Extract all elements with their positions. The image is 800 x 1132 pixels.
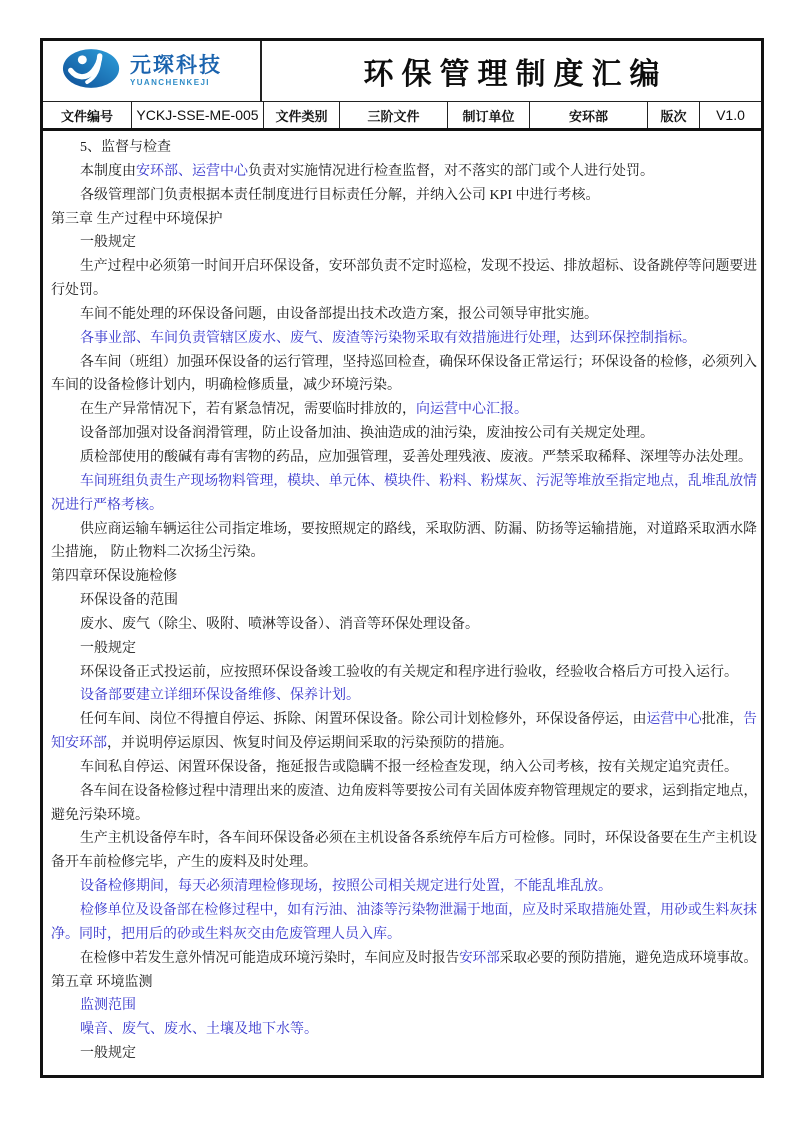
document-frame xyxy=(40,38,764,1078)
text-segment: 告 xyxy=(743,712,757,728)
version-value: V1.0 xyxy=(716,107,745,123)
text-segment: 安环部 xyxy=(459,950,500,966)
text-segment: 避免污染环境。 xyxy=(51,807,149,823)
body-line xyxy=(51,255,759,279)
text-segment: 各级管理部门负责根据本责任制度进行目标责任分解，并纳入公司 KPI 中进行考核。 xyxy=(80,187,600,203)
body-line xyxy=(51,184,759,208)
text-segment: 在生产异常情况下，若有紧急情况，需要临时排放的， xyxy=(80,402,416,418)
company-logo xyxy=(43,41,262,101)
text-segment: 生产过程中必须第一时间开启环保设备，安环部负责不定时巡检，发现不投运、排放超标、设备跳停等问题要进 xyxy=(80,259,757,275)
body-line xyxy=(51,851,759,875)
body-line xyxy=(51,875,759,899)
body-line xyxy=(51,756,759,780)
text-segment: 设备部要建立详细环保设备维修、保养计划。 xyxy=(80,688,360,704)
text-segment: 监测范围 xyxy=(80,998,136,1014)
body-line xyxy=(51,732,759,756)
body-line xyxy=(51,637,759,661)
text-segment: 本制度由 xyxy=(80,163,136,179)
document-title: 环保管理制度汇编 xyxy=(363,58,668,91)
text-segment: 一般规定 xyxy=(80,235,136,251)
text-segment: 第四章环保设施检修 xyxy=(51,569,177,585)
body-line xyxy=(51,303,759,327)
text-segment: 知安环部 xyxy=(51,736,107,752)
file-number-value: YCKJ-SSE-ME-005 xyxy=(136,107,259,123)
body-line xyxy=(51,923,759,947)
text-segment: 生产主机设备停车时，各车间环保设备必须在主机设备各系统停车后方可检修。同时，环保设备要在生产主机设 xyxy=(80,831,757,847)
body-line xyxy=(51,613,759,637)
text-segment: 废水、废气（除尘、吸附、喷淋等设备）、消音等环保处理设备。 xyxy=(80,616,479,632)
body-line xyxy=(51,899,759,923)
body-line xyxy=(51,1018,759,1042)
text-segment: 第三章 生产过程中环境保护 xyxy=(51,211,223,227)
text-segment: 设备部加强对设备润滑管理，防止设备加油、换油造成的油污染，废油按公司有关规定处理。 xyxy=(80,426,654,442)
issuing-unit-label: 制订单位 xyxy=(462,108,515,124)
body-line xyxy=(51,231,759,255)
company-name: 元琛科技 xyxy=(130,54,222,77)
body-line xyxy=(51,708,759,732)
text-segment: 噪音、废气、废水、土壤及地下水等。 xyxy=(80,1022,318,1038)
text-segment: 供应商运输车辆运往公司指定堆场，要按照规定的路线，采取防洒、防漏、防扬等运输措施，对道路采取洒水降 xyxy=(80,521,757,537)
file-category-value: 三阶文件 xyxy=(367,108,420,124)
body-line xyxy=(51,327,759,351)
body-line xyxy=(51,470,759,494)
text-segment: 环保设备的范围 xyxy=(80,593,178,609)
text-segment: 各事业部、车间负责管辖区废水、废气、废渣等污染物采取有效措施进行处理，达到环保控制指标。 xyxy=(80,330,696,346)
version-label: 版次 xyxy=(660,108,687,124)
logo-swoosh-icon xyxy=(61,47,123,95)
text-segment: 采取必要的预防措施，避免造成环境事故。 xyxy=(499,950,757,966)
text-segment: 向运营中心汇报。 xyxy=(416,402,528,418)
text-segment: 备开车前检修完毕，产生的废料及时处理。 xyxy=(51,855,317,871)
body-line xyxy=(51,208,759,232)
text-segment: 车间不能处理的环保设备问题，由设备部提出技术改造方案，报公司领导审批实施。 xyxy=(80,306,598,322)
text-segment: 负责对实施情况进行检查监督，对不落实的部门或个人进行处罚。 xyxy=(248,163,654,179)
text-segment: 各车间（班组）加强环保设备的运行管理，坚持巡回检查，确保环保设备正常运行；环保设备的检修，必须列入 xyxy=(80,354,757,370)
company-name-block xyxy=(130,55,222,87)
text-segment: 净。同时，把用后的砂或生料灰交由危废管理人员入库。 xyxy=(51,926,401,942)
text-segment: 任何车间、岗位不得擅自停运、拆除、闲置环保设备。除公司计划检修外，环保设备停运，由 xyxy=(80,712,647,728)
body-line xyxy=(51,971,759,995)
text-segment: 安环部、运营中心 xyxy=(136,163,248,179)
body-line xyxy=(51,422,759,446)
text-segment: 车间班组负责生产现场物料管理，模块、单元体、模块件、粉料、粉煤灰、污泥等堆放至指定地点，乱堆乱放情 xyxy=(80,473,757,489)
company-name-en: YUANCHENKEJI xyxy=(130,78,210,87)
text-segment: 批准， xyxy=(701,712,744,728)
text-segment: 在检修中若发生意外情况可能造成环境污染时，车间应及时报告 xyxy=(80,950,460,966)
text-segment: 检修单位及设备部在检修过程中，如有污油、油漆等污染物泄漏于地面，应及时采取措施处置，用砂或生料灰抹 xyxy=(80,903,757,918)
body-line xyxy=(51,446,759,470)
body-line xyxy=(51,661,759,685)
document-body xyxy=(43,131,761,1075)
body-line xyxy=(51,804,759,828)
body-line xyxy=(51,374,759,398)
title-cell xyxy=(262,41,761,101)
body-line xyxy=(51,136,759,160)
text-segment: 5、监督与检查 xyxy=(80,140,171,155)
text-segment: 第五章 环境监测 xyxy=(51,974,153,990)
body-line xyxy=(51,994,759,1018)
body-line xyxy=(51,827,759,851)
file-category-label: 文件类别 xyxy=(275,108,328,124)
body-line xyxy=(51,565,759,589)
text-segment: ，并说明停运原因、恢复时间及停运期间采取的污染预防的措施。 xyxy=(107,736,513,752)
body-line xyxy=(51,160,759,184)
text-segment: 车间的设备检修计划内，明确检修质量，减少环境污染。 xyxy=(51,378,401,394)
body-line xyxy=(51,398,759,422)
body-line xyxy=(51,279,759,303)
body-line xyxy=(51,780,759,804)
text-segment: 一般规定 xyxy=(80,1046,136,1062)
text-segment: 设备检修期间，每天必须清理检修现场，按照公司相关规定进行处置，不能乱堆乱放。 xyxy=(80,879,612,895)
body-line xyxy=(51,589,759,613)
document-header xyxy=(43,41,761,101)
document-meta-table xyxy=(43,101,761,131)
file-number-label: 文件编号 xyxy=(60,108,113,124)
text-segment: 尘措施， 防止物料二次扬尘污染。 xyxy=(51,545,265,561)
text-segment: 运营中心 xyxy=(646,712,702,728)
body-line xyxy=(51,541,759,565)
body-line xyxy=(51,351,759,375)
issuing-unit-value: 安环部 xyxy=(568,108,608,124)
text-segment: 质检部使用的酸碱有毒有害物的药品，应加强管理，妥善处理残液、废液。严禁采取稀释、深埋等办法处理。 xyxy=(80,449,752,465)
text-segment: 车间私自停运、闲置环保设备，拖延报告或隐瞒不报一经检查发现，纳入公司考核，按有关规定追究责任。 xyxy=(80,759,738,775)
text-segment: 行处罚。 xyxy=(51,283,107,299)
text-segment: 一般规定 xyxy=(80,640,136,656)
text-segment: 各车间在设备检修过程中清理出来的废渣、边角废料等要按公司有关固体废弃物管理规定的要求，运到指定地点， xyxy=(80,783,757,799)
body-line xyxy=(51,684,759,708)
body-line xyxy=(51,494,759,518)
body-line xyxy=(51,947,759,971)
body-line xyxy=(51,518,759,542)
text-segment: 况进行严格考核。 xyxy=(51,497,163,513)
text-segment: 环保设备正式投运前，应按照环保设备竣工验收的有关规定和程序进行验收，经验收合格后方可投入运行。 xyxy=(80,664,738,680)
body-line xyxy=(51,1042,759,1066)
